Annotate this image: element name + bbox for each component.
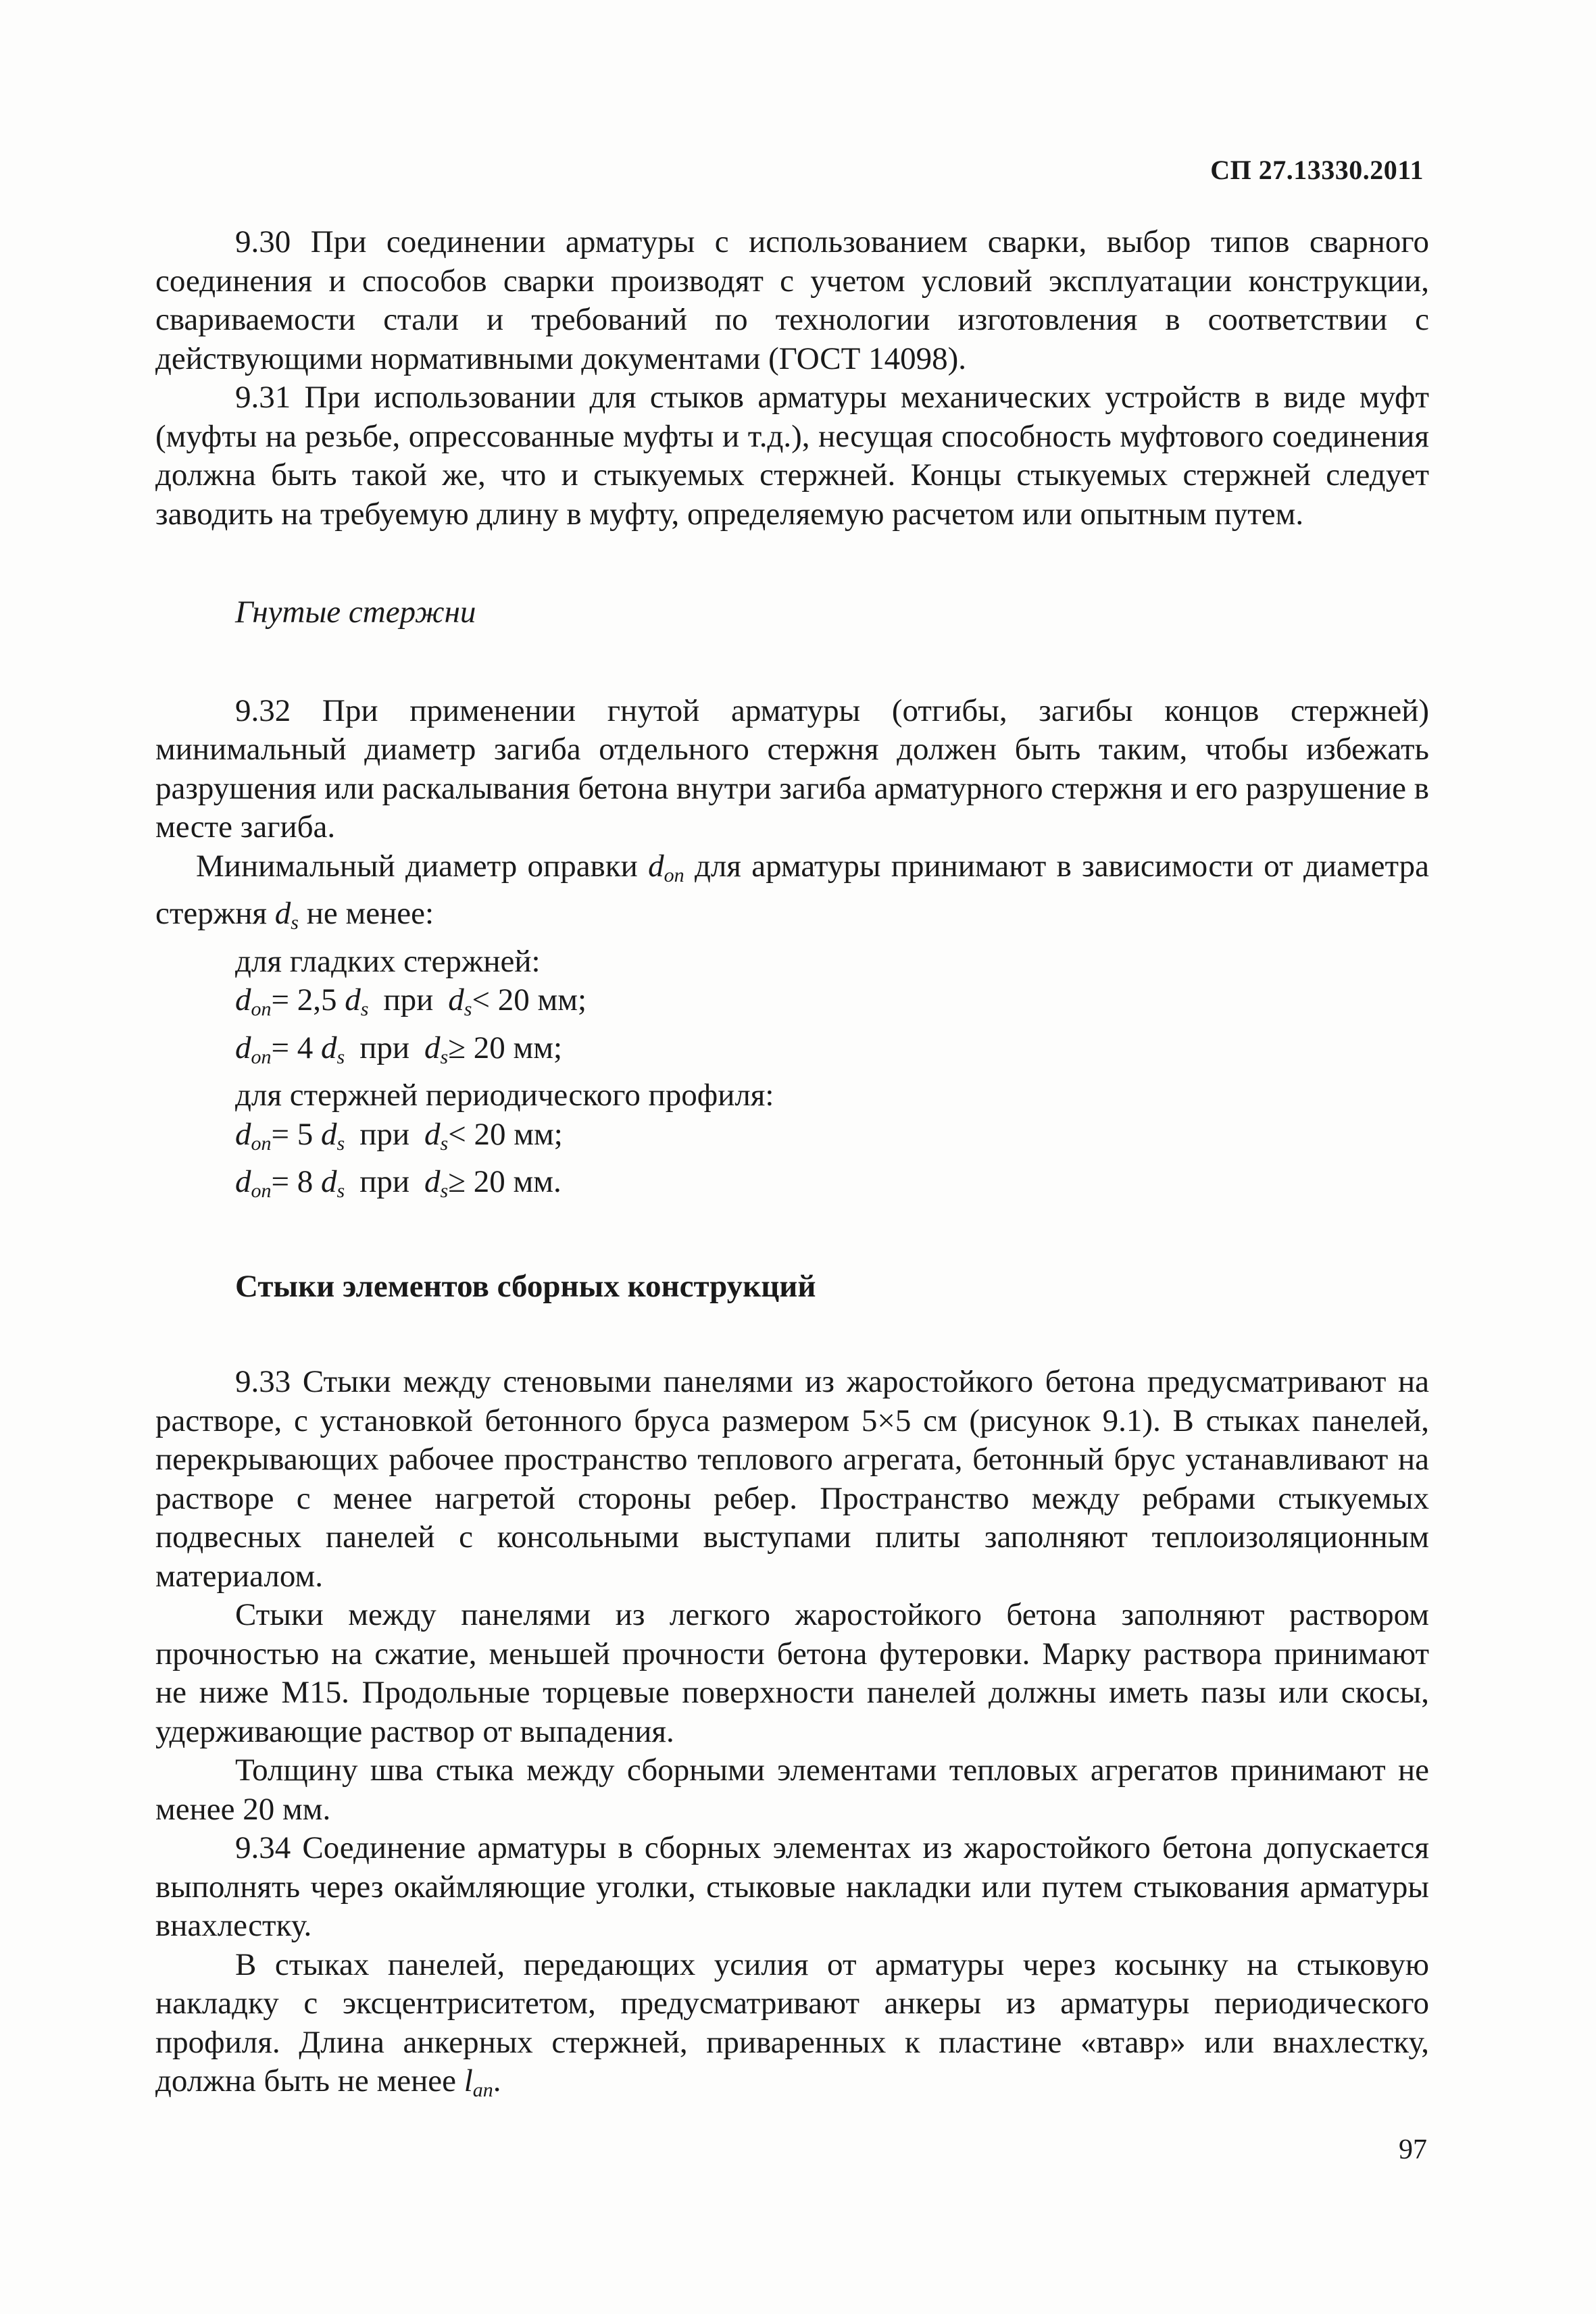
formula-d: d xyxy=(424,1030,441,1065)
var-l-sub-an: an xyxy=(472,2079,493,2101)
formula-sub-on: on xyxy=(251,1045,272,1068)
formula-when: при xyxy=(383,982,434,1017)
document-code: СП 27.13330.2011 xyxy=(1210,155,1424,185)
formula-line xyxy=(235,981,1429,1029)
formula-op: ≥ xyxy=(448,1164,466,1199)
formula-value: 20 мм; xyxy=(466,1030,563,1065)
formula-d: d xyxy=(321,1030,337,1065)
formula-op: ≥ xyxy=(448,1030,466,1065)
paragraph-9-33-seam-thickness: Толщину шва стыка между сборными элементами тепловых агрегатов принимают не менее 20 мм. xyxy=(155,1753,1429,1827)
formula-coef: 5 xyxy=(289,1116,322,1152)
var-d-sub-on: on xyxy=(664,863,684,886)
formula-when: при xyxy=(359,1030,410,1065)
formula-value: 20 мм; xyxy=(466,1116,563,1152)
formula-sub-on: on xyxy=(251,998,272,1020)
formula-sub-s: s xyxy=(440,1132,449,1155)
formula-d: d xyxy=(235,1116,251,1152)
formula-sub-s: s xyxy=(440,1045,449,1068)
formula-line xyxy=(235,1115,1429,1163)
formula-d: d xyxy=(235,1164,251,1199)
formula-sub-s: s xyxy=(360,998,369,1020)
formula-d: d xyxy=(345,982,361,1017)
formula-sub-on: on xyxy=(251,1180,272,1202)
formula-d: d xyxy=(321,1116,337,1152)
formula-eq: = xyxy=(271,1030,290,1065)
formula-eq: = xyxy=(271,982,290,1017)
smooth-bars-label: для гладких стержней: xyxy=(235,943,541,979)
formula-line xyxy=(235,1029,1429,1077)
var-l: l xyxy=(464,2063,473,2098)
formula-eq: = xyxy=(271,1116,290,1152)
var-d: d xyxy=(648,848,664,884)
paragraph-9-34-anchors xyxy=(155,1946,1429,2110)
formula-block xyxy=(235,942,1429,1211)
periodic-bars-label: для стержней периодического профиля: xyxy=(235,1078,774,1113)
formula-value: 20 мм. xyxy=(466,1164,562,1199)
formula-coef: 8 xyxy=(289,1164,322,1199)
formula-sub-s: s xyxy=(336,1180,345,1202)
section-title-precast-joints: Стыки элементов сборных конструкций xyxy=(235,1268,816,1304)
formula-sub-s: s xyxy=(464,998,472,1020)
formula-when: при xyxy=(359,1164,410,1199)
min-diameter-paragraph xyxy=(155,847,1429,942)
formula-d: d xyxy=(424,1164,441,1199)
formula-d: d xyxy=(424,1116,441,1152)
paragraph-9-30: 9.30 При соединении арматуры с использованием сварки, выбор типов сварного соединения и способов сварки производят с учетом условий эксплуатации конструкции, свариваемости стали и требований по технологии изготовления в соответствии с действующими нормативными документами (ГОСТ 14098). xyxy=(155,224,1429,376)
formula-when: при xyxy=(359,1116,410,1152)
formula-coef: 2,5 xyxy=(289,982,345,1017)
formula-eq: = xyxy=(271,1164,290,1199)
min-diameter-text-2: для арматуры принимают в зависимости от диаметра стержня xyxy=(155,848,1429,931)
paragraph-9-33-joints-light-concrete: Стыки между панелями из легкого жаростойкого бетона заполняют раствором прочностью на сжатие, меньшей прочности бетона футеровки. Марку раствора принимают не ниже М15. Продольные торцевые поверхности панелей должны иметь пазы или скосы, удерживающие раствор от выпадения. xyxy=(155,1597,1429,1749)
formula-d: d xyxy=(448,982,464,1017)
formula-value: 20 мм; xyxy=(489,982,587,1017)
var-d2-sub-s: s xyxy=(291,911,299,934)
page-number: 97 xyxy=(1399,2134,1427,2165)
formula-op: < xyxy=(448,1116,466,1152)
formula-coef: 4 xyxy=(289,1030,322,1065)
paragraph-9-32: 9.32 При применении гнутой арматуры (отгибы, загибы концов стержней) минимальный диаметр загиба отдельного стержня должен быть таким, чтобы избежать разрушения или раскалывания бетона внутри загиба арматурного стержня и его разрушение в месте загиба. xyxy=(155,693,1429,845)
paragraph-9-33: 9.33 Стыки между стеновыми панелями из жаростойкого бетона предусматривают на растворе, с установкой бетонного бруса размером 5×5 см (рисунок 9.1). В стыках панелей, перекрывающих рабочее пространство теплового агрегата, бетонный брус устанавливают на растворе с менее нагретой стороны ребер. Пространство между ребрами стыкуемых подвесных панелей с консольными выступами плиты заполняют теплоизоляционным материалом. xyxy=(155,1364,1429,1594)
min-diameter-text-3: не менее: xyxy=(298,896,434,931)
anchors-end: . xyxy=(493,2063,501,2098)
page-content xyxy=(155,223,1429,2110)
formula-sub-s: s xyxy=(336,1132,345,1155)
section-title-bent-bars: Гнутые стержни xyxy=(235,595,476,630)
formula-sub-on: on xyxy=(251,1132,272,1155)
formula-sub-s: s xyxy=(336,1045,345,1068)
formula-op: < xyxy=(472,982,490,1017)
min-diameter-text-1: Минимальный диаметр оправки xyxy=(196,848,649,884)
paragraph-9-31: 9.31 При использовании для стыков арматуры механических устройств в виде муфт (муфты на резьбе, опрессованные муфты и т.д.), несущая способность муфтового соединения должна быть такой же, что и стыкуемых стержней. Концы стыкуемых стержней следует заводить на требуемую длину в муфту, определяемую расчетом или опытным путем. xyxy=(155,380,1429,532)
anchors-text: В стыках панелей, передающих усилия от арматуры через косынку на стыковую накладку с эксцентриситетом, предусматривают анкеры из арматуры периодического профиля. Длина анкерных стержней, приваренных к пластине «втавр» или внахлестку, должна быть не менее xyxy=(155,1946,1429,2098)
formula-d: d xyxy=(235,1030,251,1065)
paragraph-9-34: 9.34 Соединение арматуры в сборных элементах из жаростойкого бетона допускается выполнять через окаймляющие уголки, стыковые накладки или путем стыкования арматуры внахлестку. xyxy=(155,1830,1429,1943)
formula-sub-s: s xyxy=(440,1180,449,1202)
var-d2: d xyxy=(274,896,291,931)
formula-line xyxy=(235,1163,1429,1211)
formula-d: d xyxy=(235,982,251,1017)
formula-d: d xyxy=(321,1164,337,1199)
